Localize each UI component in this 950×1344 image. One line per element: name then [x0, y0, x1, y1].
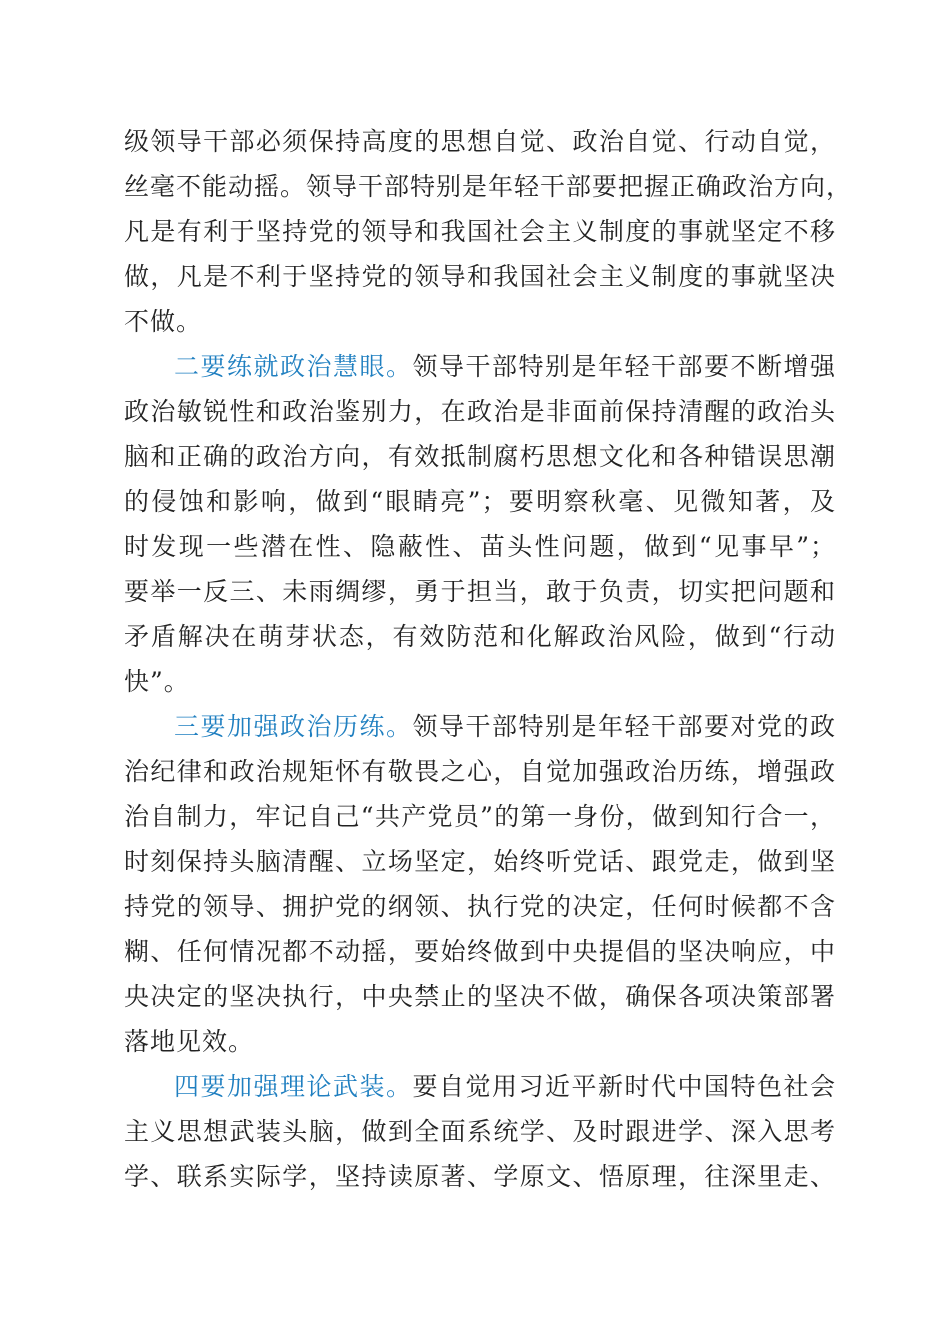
paragraph-2-heading: 二要练就政治慧眼。 — [174, 352, 413, 381]
paragraph-4-heading: 四要加强理论武装。 — [174, 1072, 413, 1101]
paragraph-1-line-5: 不做。 — [124, 307, 203, 336]
paragraph-2-line-2: 政治敏锐性和政治鉴别力，在政治是非面前保持清醒的政治头 — [124, 397, 836, 426]
paragraph-4-line-2: 主义思想武装头脑，做到全面系统学、及时跟进学、深入思考 — [124, 1117, 836, 1146]
paragraph-1-line-1: 级领导干部必须保持高度的思想自觉、政治自觉、行动自觉， — [124, 127, 836, 156]
paragraph-1-line-4: 做，凡是不利于坚持党的领导和我国社会主义制度的事就坚决 — [124, 262, 836, 291]
paragraph-3-line-3: 治自制力，牢记自己“共产党员”的第一身份，做到知行合一， — [124, 802, 836, 831]
paragraph-4-first-line-text: 要自觉用习近平新时代中国特色社会 — [412, 1072, 836, 1101]
paragraph-2-line-5: 时发现一些潜在性、隐蔽性、苗头性问题，做到“见事早”； — [124, 532, 836, 561]
paragraph-3-heading: 三要加强政治历练。 — [174, 712, 413, 741]
paragraph-4-first-line — [174, 1065, 836, 1109]
paragraph-3-line-7: 央决定的坚决执行，中央禁止的坚决不做，确保各项决策部署 — [124, 982, 836, 1011]
paragraph-1-line-2: 丝毫不能动摇。领导干部特别是年轻干部要把握正确政治方向， — [124, 172, 853, 201]
paragraph-2-line-3: 脑和正确的政治方向，有效抵制腐朽思想文化和各种错误思潮 — [124, 442, 836, 471]
paragraph-3-first-line-text: 领导干部特别是年轻干部要对党的政 — [412, 712, 836, 741]
paragraph-2-first-line — [174, 345, 836, 389]
paragraph-2-line-7: 矛盾解决在萌芽状态，有效防范和化解政治风险，做到“行动 — [124, 622, 836, 651]
paragraph-2-line-8: 快”。 — [124, 667, 190, 696]
paragraph-1-line-3: 凡是有利于坚持党的领导和我国社会主义制度的事就坚定不移 — [124, 217, 836, 246]
paragraph-3-line-5: 持党的领导、拥护党的纲领、执行党的决定，任何时候都不含 — [124, 892, 836, 921]
paragraph-3-line-4: 时刻保持头脑清醒、立场坚定，始终听党话、跟党走，做到坚 — [124, 847, 836, 876]
paragraph-4-line-3: 学、联系实际学，坚持读原著、学原文、悟原理，往深里走、 — [124, 1162, 836, 1191]
paragraph-3-line-6: 糊、任何情况都不动摇，要始终做到中央提倡的坚决响应，中 — [124, 937, 836, 966]
paragraph-3-first-line — [174, 705, 836, 749]
paragraph-2-line-6: 要举一反三、未雨绸缪，勇于担当，敢于负责，切实把问题和 — [124, 577, 836, 606]
paragraph-3-line-2: 治纪律和政治规矩怀有敬畏之心，自觉加强政治历练，增强政 — [124, 757, 836, 786]
paragraph-3-line-8: 落地见效。 — [124, 1027, 255, 1056]
paragraph-2-line-4: 的侵蚀和影响，做到“眼睛亮”；要明察秋毫、见微知著，及 — [124, 487, 836, 516]
paragraph-2-first-line-text: 领导干部特别是年轻干部要不断增强 — [412, 352, 836, 381]
